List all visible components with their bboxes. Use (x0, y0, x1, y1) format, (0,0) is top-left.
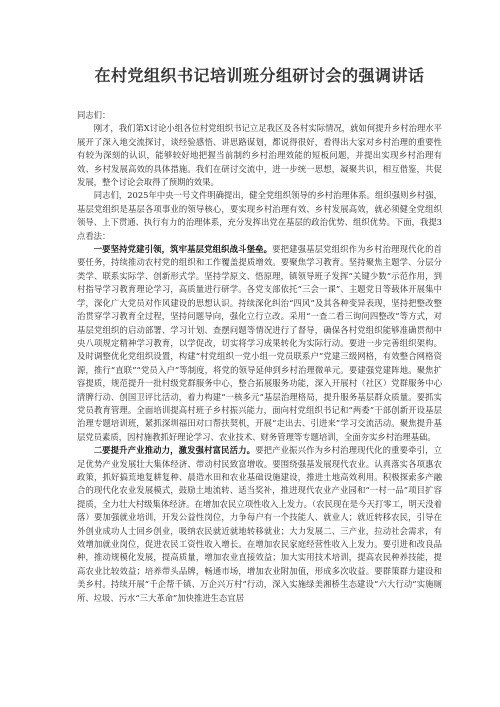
section-1-heading: 一要坚持党建引领，筑牢基层党组织战斗堡垒。 (93, 244, 273, 255)
section-2-text: 要把产业振兴作为乡村治理现代化的重要牵引，立足优势产业发展壮大集体经济、带动村民致富增收。要围绕强基发展现代农业。认真落实各项惠农政策，抓好搞荒地复耕复种、晨造水田和农业基础设施建设，推进土地高效利用。积极探索多产融合的现代化农业发展模式，鼓励土地流转、适当奖补，推进现代农业产业园和“一村一品”项目扩容提质，全力壮大村级集体经济。在增加农民立项性收入上发力。（农民现在是今天打零工，明天没着落）要加强就业培训，开发公益性岗位，力争每户有一个技能人、就业人；就近转移农民，引导在外创业成功人士回乡创业，吸纳农民就近就地转移就业；大力发展二、三产业，拉动社会需求，有效增加就业岗位，促进农民工资性收入增长。在增加农民家庭经营性收入上发力。要引进和改良品种，推动规模化发展，提高质量，增加农业直接效益；加大实用技术培训，提高农民种养技能，提高农业比较效益；培养带头品牌，畅通市场，增加农业附加值，形成多次收益。要群策群力建设和美乡村。持续开展“千企帮千镇、万企兴万村”行动，深入实施绿美湘桥生态建设“六大行动”实施厕所、垃圾、污水“三大革命”加快推进生态宜居 (77, 445, 442, 603)
paragraph-context: 同志们，2025年中央一号文件明确提出，健全党组织领导的乡村治理体系。组织强则乡村强，基层党组织是基层各项事业的领导核心，要实现乡村治理有效、乡村发展高效，就必须健全党组织领导、上下贯通、执行有力的治理体系，充分发挥出党在基层的政治优势、组织优势。下面，我提3点看法： (77, 190, 442, 241)
section-1 (77, 243, 442, 444)
paragraph-intro: 刚才，我们第X讨论小组各位村党组织书记立足我区及各村实际情况，就如何提升乡村治理水平展开了深入地交流探讨，谈经验感悟、讲思路谋划，都说得很好，看得出大家对乡村治理的重要性有较为深刻的认识，能够较好地把握当前制约乡村治理效能的短板问题，并提出实现乡村治理有效、乡村发展高效的具体措施。我们在研讨交流中，进一步统一思想，凝聚共识，相互借鉴，共促发展，整个讨论会取得了预期的效果。 (77, 123, 442, 188)
document-title: 在村党组织书记培训班分组研讨会的强调讲话 (94, 68, 425, 85)
salutation: 同志们： (77, 110, 111, 120)
section-2 (77, 444, 442, 605)
document-body (77, 109, 442, 605)
section-2-heading: 二要提升产业推动力，激发强村富民活力。 (93, 445, 256, 456)
section-1-text: 要把建强基层党组织作为乡村治理现代化的首要任务，持续推动农村党的组织和工作覆盖提质增效。要聚焦学习教育。坚持聚焦主题学、分层分类学、联系实际学、创新形式学。坚持学原文、悟原理，镇领导班子发挥“关键少数”示范作用，到村指导学习教育理论学习，高质量进行研学。各党支部依托“三会一课”、主题党日等载体开展集中学，深化广大党员对作风建设的思想认识。持续深化纠治“四风”及其各种变异表现，坚持把整改整治贯穿学习教育全过程，坚持问题导向，强化立行立改。采用“一查二看三询问四整改”等方式，对基层党组织的启动部署、学习计划、查摆问题等情况进行了督导，确保各村党组织能够准确贯彻中央八项规定精神学习教育，以学促改，切实将学习成果转化为实际行动。要进一步完善组织架构。及时调整优化党组织设置，构建“村党组织一党小组一党员联系户”党建三级网格，有效整合网格资源，推行“直联”“党员入户”等制度，将党的领导延伸到乡村治理微单元。要建强党建阵地。聚焦扩容提质，规范提升一批村级党群服务中心，整合拓展服务功能，深入开展村（社区）党群服务中心清脾行动、创国卫评比活动，着力构建“一核多元”基层治理格局，提升服务基层群众质量。要抓实党员教育管理。全面培训提高村班子乡村振兴能力，面向村党组织书记和“两委”干部创新开设基层治理专题培训班，紧抓深圳福田对口帮扶契机，开展“走出去、引进来”学习交流活动。聚焦提升基层党员素质，因村施教抓好理论学习、农业技术、财务管理等专题培训，全面夯实乡村治理基础。 (77, 244, 443, 442)
